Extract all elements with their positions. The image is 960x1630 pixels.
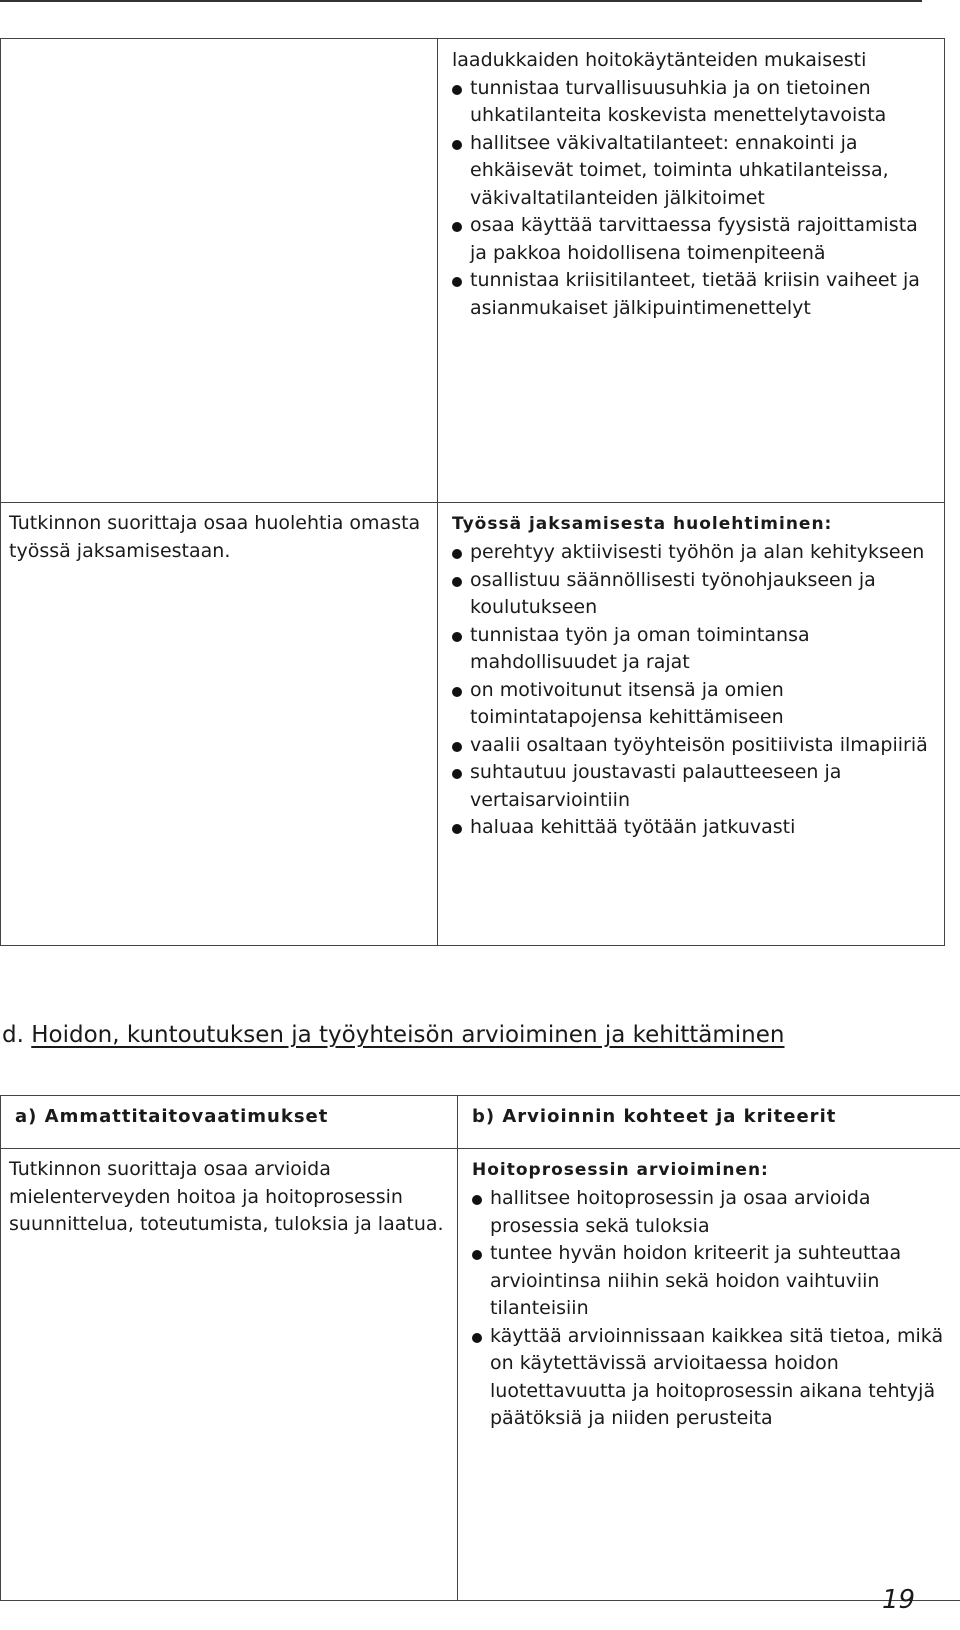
criteria-item: perehtyy aktiivisesti työhön ja alan kehitykseen — [452, 539, 938, 567]
criteria-item: tuntee hyvän hoidon kriteerit ja suhteuttaa arviointinsa niihin sekä hoidon vaihtuviin tilanteisiin — [472, 1240, 958, 1323]
requirement-cell — [1, 1149, 458, 1601]
criteria-heading: Hoitoprosessin arvioiminen: — [472, 1160, 769, 1180]
criteria-item: vaalii osaltaan työyhteisön positiivista ilmapiiriä — [452, 732, 938, 760]
competence-table-c — [0, 38, 945, 946]
criteria-item: tunnistaa työn ja oman toimintansa mahdollisuudet ja rajat — [452, 622, 938, 677]
criteria-item: haluaa kehittää työtään jatkuvasti — [452, 814, 938, 842]
evaluation-criteria-cell — [458, 1149, 960, 1601]
requirement-text: Tutkinnon suorittaja osaa huolehtia omasta työssä jaksamisestaan. — [9, 512, 421, 562]
criteria-item: tunnistaa turvallisuusuhkia ja on tietoinen uhkatilanteita koskevista menettelytavoista — [452, 75, 938, 130]
wellbeing-criteria-cell — [438, 503, 945, 946]
section-heading — [2, 1022, 784, 1048]
criteria-item: hallitsee hoitoprosessin ja osaa arvioida prosessia sekä tuloksia — [472, 1185, 958, 1240]
criteria-item: suhtautuu joustavasti palautteeseen ja vertaisarviointiin — [452, 759, 938, 814]
safety-criteria-list — [452, 75, 938, 323]
column-header-a: a) Ammattitaitovaatimukset — [1, 1096, 458, 1149]
requirement-cell — [1, 503, 438, 946]
criteria-intro: laadukkaiden hoitokäytänteiden mukaisesti — [452, 49, 867, 71]
criteria-item: osaa käyttää tarvittaessa fyysistä rajoittamista ja pakkoa hoidollisena toimenpiteenä — [452, 212, 938, 267]
safety-criteria-cell — [438, 39, 945, 503]
section-title: Hoidon, kuntoutuksen ja työyhteisön arvioiminen ja kehittäminen — [31, 1022, 785, 1048]
criteria-item: osallistuu säännöllisesti työnohjaukseen ja koulutukseen — [452, 567, 938, 622]
criteria-item: käyttää arvioinnissaan kaikkea sitä tietoa, mikä on käytettävissä arvioitaessa hoidon luotettavuutta ja hoitoprosessin aikana tehtyjä päätöksiä ja niiden perusteita — [472, 1323, 958, 1433]
column-header-b: b) Arvioinnin kohteet ja kriteerit — [458, 1096, 960, 1149]
empty-left-cell — [1, 39, 438, 503]
competence-table-d — [0, 1095, 960, 1601]
requirement-text: Tutkinnon suorittaja osaa arvioida mielenterveyden hoitoa ja hoitoprosessin suunnittelua, toteutumista, tuloksia ja laatua. — [9, 1158, 444, 1235]
criteria-item: hallitsee väkivaltatilanteet: ennakointi ja ehkäisevät toimet, toiminta uhkatilanteissa, väkivaltatilanteiden jälkitoimet — [452, 130, 938, 213]
criteria-heading: Työssä jaksamisesta huolehtiminen: — [452, 514, 833, 534]
section-letter: d. — [2, 1022, 24, 1048]
criteria-item: tunnistaa kriisitilanteet, tietää kriisin vaiheet ja asianmukaiset jälkipuintimenettelyt — [452, 267, 938, 322]
criteria-item: on motivoitunut itsensä ja omien toimintatapojensa kehittämiseen — [452, 677, 938, 732]
top-rule — [0, 0, 922, 2]
wellbeing-criteria-list — [452, 539, 938, 842]
evaluation-criteria-list — [472, 1185, 958, 1433]
page-number: 19 — [882, 1585, 916, 1615]
